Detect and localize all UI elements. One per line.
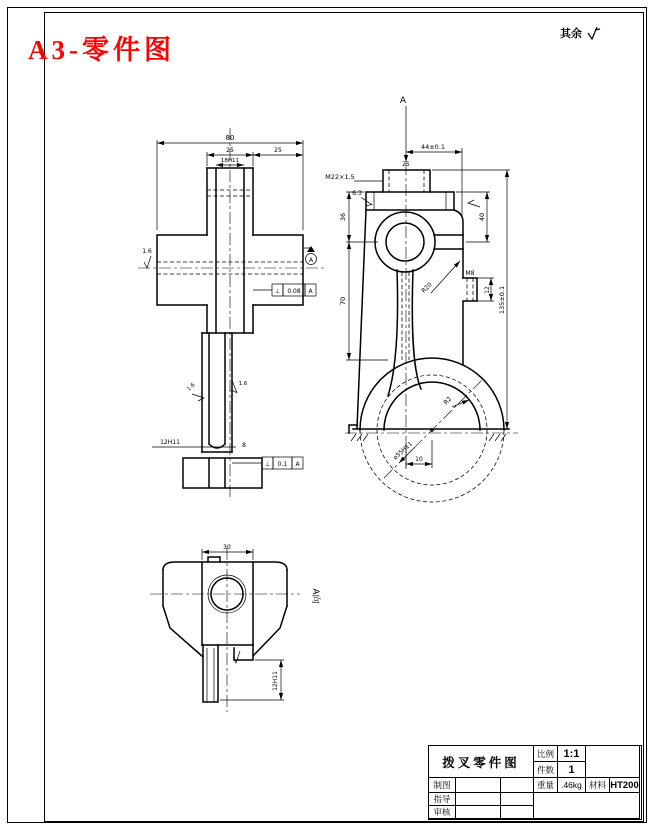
drawn-by-value (456, 778, 501, 793)
side-view-hatching (351, 434, 506, 441)
tol-upper-datum: A (308, 288, 313, 295)
dim-bottom-slot: 12H11 (160, 439, 180, 446)
tol-upper-value: 0.08 (287, 288, 301, 295)
tol-lower-datum: A (295, 461, 300, 468)
thread-callout: M22×1.5 (325, 173, 355, 181)
weight-label: 重量 (534, 778, 558, 793)
dim-right-upper: 40 (478, 212, 486, 222)
dim-top-slot: 18H11 (220, 158, 240, 164)
screw-callout: M8 (465, 270, 475, 277)
roughness-flange-icon (144, 256, 151, 268)
material-value: HT200 (610, 778, 640, 793)
aux-view-outline (163, 557, 287, 702)
aux-view (150, 544, 322, 712)
checker-date-value (501, 806, 534, 819)
roughness-slot-right-value: 1.6 (238, 381, 248, 387)
fillet-radius: R20 (420, 281, 434, 295)
dim-top-width: 44±0.1 (420, 143, 446, 151)
advisor-label: 指导 (429, 793, 456, 806)
dim-left-lower: 70 (339, 296, 347, 306)
view-arrow-label: A (399, 96, 407, 106)
dim-left-upper: 36 (339, 212, 347, 222)
view-arrow-a (400, 96, 407, 162)
side-view-outline (349, 170, 509, 433)
tol-lower-symbol: ⊥ (264, 461, 271, 468)
checker-label: 审核 (429, 806, 456, 819)
tolerance-frame-upper (253, 284, 316, 296)
aux-view-label: A向 (310, 588, 320, 604)
roughness-slot-left-value: 1.6 (186, 382, 197, 393)
datum-a-label: A (308, 257, 314, 264)
dim-right-offset: 25 (274, 147, 282, 154)
dim-axis-offset: 10 (415, 456, 423, 463)
quantity-label: 件数 (534, 762, 558, 778)
title-block-empty-bottomright (534, 793, 640, 819)
front-view (138, 128, 324, 500)
tol-upper-symbol: ⊥ (274, 288, 281, 295)
drawn-date-value (501, 778, 534, 793)
finish-note-label: 其余 (560, 28, 582, 40)
quantity-value: 1 (558, 762, 586, 778)
fork-bore-callout: ⌀55H11 (391, 440, 415, 462)
roughness-flange-value: 1.6 (142, 248, 152, 255)
dim-overall-width: 80 (225, 134, 235, 142)
aux-dim-slot: 12H11 (272, 671, 279, 691)
dim-boss-width: 25 (226, 147, 234, 154)
tolerance-frame-lower (232, 457, 303, 469)
scale-label: 比例 (534, 746, 558, 762)
dim-leg: 8 (242, 442, 246, 449)
scale-value: 1:1 (558, 746, 586, 762)
aux-dim-width: 30 (223, 544, 231, 551)
front-view-dimensions (152, 134, 303, 449)
part-title: 拨叉零件图 (429, 746, 534, 778)
material-label: 材料 (586, 778, 610, 793)
fork-fillet-radius: R2 (442, 395, 454, 407)
advisor-date-value (501, 793, 534, 806)
dim-boss-dia: 25 (402, 161, 410, 168)
datum-a-symbol (303, 246, 317, 265)
checker-value (456, 806, 501, 819)
roughness-side-value: 6.3 (352, 190, 362, 197)
dim-screw-depth: 12 (484, 286, 491, 294)
side-view (325, 96, 518, 502)
title-block (428, 745, 642, 820)
dim-right-overall: 135±0.1 (498, 285, 506, 315)
weight-value: .46kg (558, 778, 586, 793)
roughness-wall-icon (468, 200, 480, 207)
sheet-title: A3-零件图 (28, 35, 175, 65)
advisor-value (456, 793, 501, 806)
title-block-empty-topright (586, 746, 640, 778)
tol-lower-value: 0.1 (277, 461, 288, 468)
drawn-by-label: 制图 (429, 778, 456, 793)
aux-view-dimensions (202, 544, 322, 700)
